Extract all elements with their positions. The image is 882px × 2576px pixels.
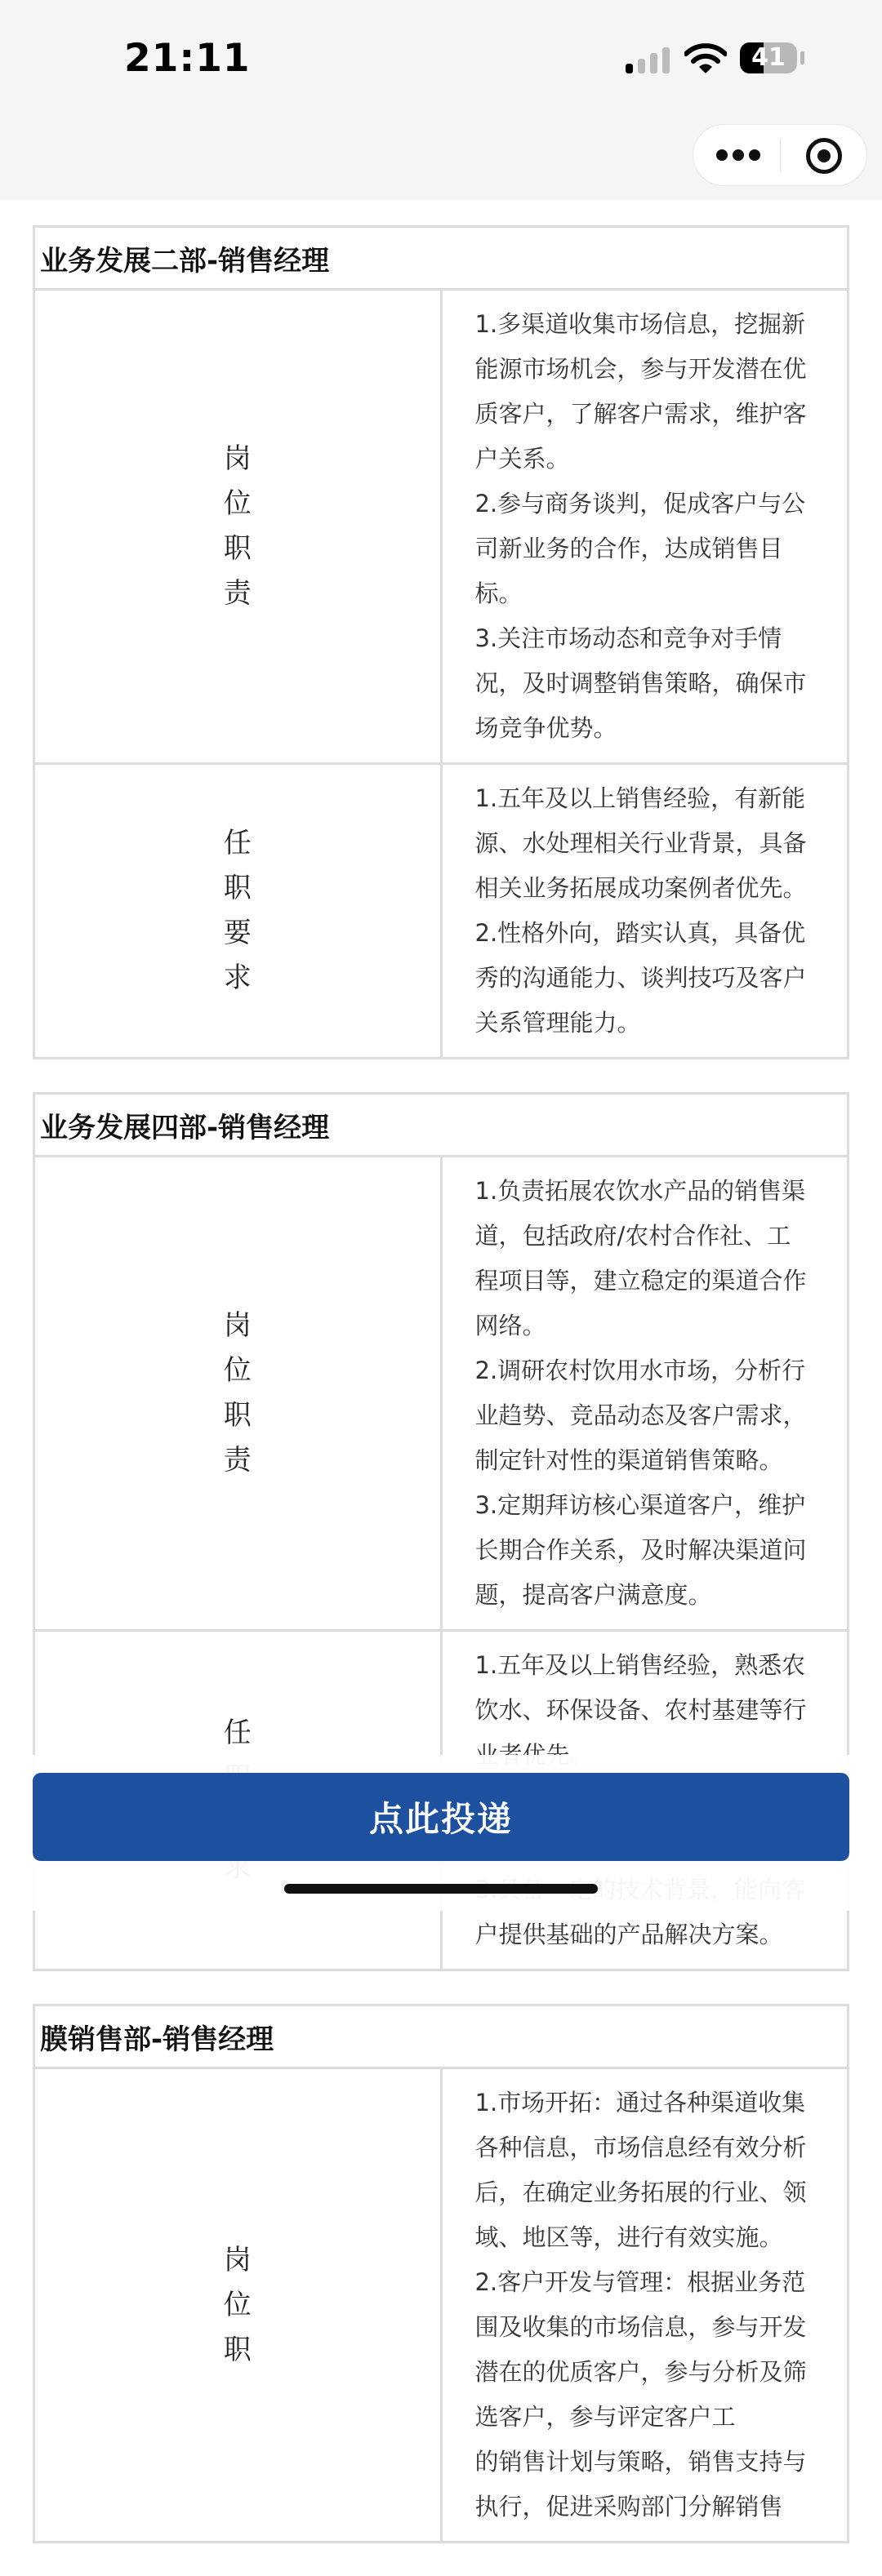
duty-item: 1.负责拓展农饮水产品的销售渠道，包括政府/农村合作社、工程项目等，建立稳定的渠道合作网络。 xyxy=(474,1177,807,1339)
requirement-label: 任 职 要 求 xyxy=(34,764,442,1059)
more-dots-icon[interactable] xyxy=(715,144,764,167)
status-bar xyxy=(0,0,882,200)
status-time: 21:11 xyxy=(124,36,251,81)
requirement-list xyxy=(441,764,849,1059)
home-indicator xyxy=(284,1884,598,1894)
job-card xyxy=(33,225,849,1059)
job-list xyxy=(33,225,849,2576)
duty-item: 1.市场开拓：通过各种渠道收集各种信息，市场信息经有效分析后，在确定业务拓展的行业、领域、地区等，进行有效实施。 xyxy=(474,2089,807,2251)
target-icon[interactable] xyxy=(806,138,842,174)
duty-item: 3.定期拜访核心渠道客户，维护长期合作关系，及时解决渠道问题，提高客户满意度。 xyxy=(474,1491,807,1609)
job-title: 业务发展二部-销售经理 xyxy=(34,227,849,290)
battery-cap xyxy=(800,51,804,64)
duty-label: 岗 位 职 责 xyxy=(34,1157,442,1631)
duty-item: 3.关注市场动态和竞争对手情况，及时调整销售策略，确保市场竞争优势。 xyxy=(474,624,807,742)
requirement-item: 2.性格外向，踏实认真，具备优秀的沟通能力、谈判技巧及客户关系管理能力。 xyxy=(474,919,807,1037)
capsule-divider xyxy=(780,140,781,172)
requirement-label: 任 xyxy=(34,1631,442,1970)
duty-item: 2.客户开发与管理：根据业务范围及收集的市场信息，参与开发潜在的优质客户，参与分析及筛选客户，参与评定客户工 xyxy=(474,2268,807,2431)
job-title: 膜销售部-销售经理 xyxy=(34,2005,849,2068)
job-title: 业务发展四部-销售经理 xyxy=(34,1094,849,1157)
duty-label: 岗 位 职 xyxy=(34,2068,442,2543)
apply-button[interactable]: 点此投递 xyxy=(33,1773,849,1861)
requirement-item: 户提供基础的产品解决方案。 xyxy=(474,1921,783,1948)
duty-item: 1.多渠道收集市场信息，挖掘新能源市场机会，参与开发潜在优质客户，了解客户需求，维护客户关系。 xyxy=(474,310,807,473)
requirement-item: 1.五年及以上销售经验，熟悉农饮水、环保设备、农村基建等行 xyxy=(474,1651,807,1724)
duty-list xyxy=(441,290,849,764)
duty-item: 2.调研农村饮用水市场，分析行业趋势、竞品动态及客户需求，制定针对性的渠道销售策略。 xyxy=(474,1357,807,1474)
wifi-icon xyxy=(684,42,727,75)
requirement-item: 1.五年及以上销售经验，有新能源、水处理相关行业背景，具备相关业务拓展成功案例者优先。 xyxy=(474,784,807,902)
duty-label: 岗 位 职 责 xyxy=(34,290,442,764)
duty-item: 的销售计划与策略，销售支持与执行，促进采购部门分解销售 xyxy=(474,2448,807,2520)
duty-list xyxy=(441,1157,849,1631)
job-card xyxy=(33,2004,849,2543)
miniprogram-capsule xyxy=(693,124,867,186)
battery-icon xyxy=(740,42,797,73)
duty-item: 2.参与商务谈判，促成客户与公司新业务的合作，达成销售目标。 xyxy=(474,490,806,607)
duty-list xyxy=(441,2068,849,2543)
battery-level: 41 xyxy=(751,43,786,72)
cellular-signal-icon xyxy=(626,47,671,73)
